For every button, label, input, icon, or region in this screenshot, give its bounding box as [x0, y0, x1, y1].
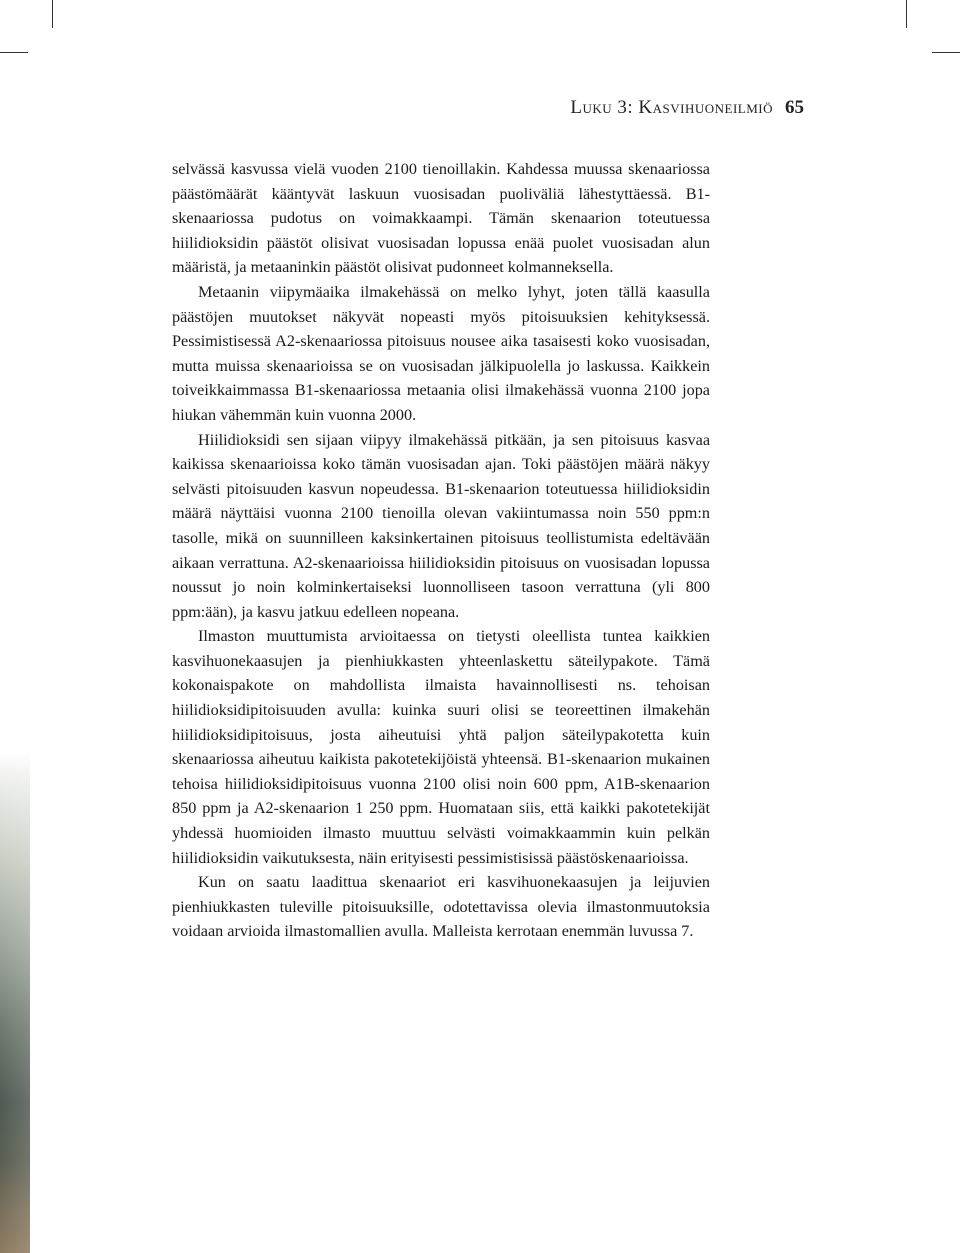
crop-mark-left-top — [0, 52, 28, 53]
crop-mark-top-right — [906, 0, 907, 28]
paragraph: Ilmaston muuttumista arvioitaessa on tietysti oleellista tuntea kaikkien kasvihuonekaasujen ja pienhiukkasten yhteenlaskettu säteilypakote. Tämä kokonaispakote on mahdollista ilmaista havainnollisesti ns. tehoisan hiilidioksidipitoisuuden avulla: kuinka suuri olisi se teoreettinen ilmakehän hiilidioksidipitoisuus, josta aiheutuisi yhtä paljon säteilypakotetta kuin skenaariossa aiheutuu kaikista pakotetekijöistä yhteensä. B1-skenaarion mukainen tehoisa hiilidioksidipitoisuus vuonna 2100 olisi noin 600 ppm, A1B-skenaarion 850 ppm ja A2-skenaarion 1 250 ppm. Huomataan siis, että kaikki pakotetekijät yhdessä huomioiden ilmasto muuttuu selvästi voimakkaammin kuin pelkän hiilidioksidin vaikutuksesta, näin erityisesti pessimistisissä päästöskenaarioissa. — [172, 627, 710, 867]
decorative-photo-strip — [0, 750, 30, 1253]
crop-mark-right-top — [932, 52, 960, 53]
page-number: 65 — [785, 97, 804, 118]
paragraph: Hiilidioksidi sen sijaan viipyy ilmakehässä pitkään, ja sen pitoisuus kasvaa kaikissa skenaarioissa koko tämän vuosisadan ajan. Toki päästöjen määrä näkyy selvästi pitoisuuden kasvun nopeudessa. B1-skenaarion toteutuessa hiilidioksidin määrä näyttäisi vuonna 2100 tienoilla olevan vakiintumassa noin 550 ppm:n tasolle, mikä on suunnilleen kaksinkertainen pitoisuus teollistumista edeltävään aikaan verrattuna. A2-skenaarioissa hiilidioksidin pitoisuus on vuosisadan lopussa noussut jo noin kolminkertaiseksi luonnolliseen tasoon verrattuna (yli 800 ppm:ään), ja kasvu jatkuu edelleen nopeana. — [172, 430, 710, 621]
paragraph: Metaanin viipymäaika ilmakehässä on melko lyhyt, joten tällä kaasulla päästöjen muutokset näkyvät nopeasti myös pitoisuuksien kehityksessä. Pessimistisessä A2-skenaariossa pitoisuus nousee aika tasaisesti koko vuosisadan, mutta muissa skenaarioissa se on vuosisadan jälkipuolella jo laskussa. Kaikkein toiveikkaimmassa B1-skenaariossa metaania olisi ilmakehässä vuonna 2100 jopa hiukan vähemmän kuin vuonna 2000. — [172, 282, 710, 424]
running-header — [570, 97, 804, 119]
body-text — [172, 157, 710, 944]
crop-mark-top-left — [52, 0, 53, 28]
paragraph: selvässä kasvussa vielä vuoden 2100 tienoillakin. Kahdessa muussa skenaariossa päästömäärät kääntyvät laskuun vuosisadan puoliväliä lähestyttäessä. B1-skenaariossa pudotus on voimakkaampi. Tämän skenaarion toteutuessa hiilidioksidin päästöt olisivat vuosisadan lopussa enää puolet vuosisadan alun määristä, ja metaaninkin päästöt olisivat pudonneet kolmanneksella. — [172, 160, 710, 277]
paragraph: Kun on saatu laadittua skenaariot eri kasvihuonekaasujen ja leijuvien pienhiukkasten tuleville pitoisuuksille, odotettavissa olevia ilmastonmuutoksia voidaan arvioida ilmastomallien avulla. Malleista kerrotaan enemmän luvussa 7. — [172, 873, 710, 941]
chapter-title: Luku 3: Kasvihuoneilmiö — [570, 97, 773, 118]
